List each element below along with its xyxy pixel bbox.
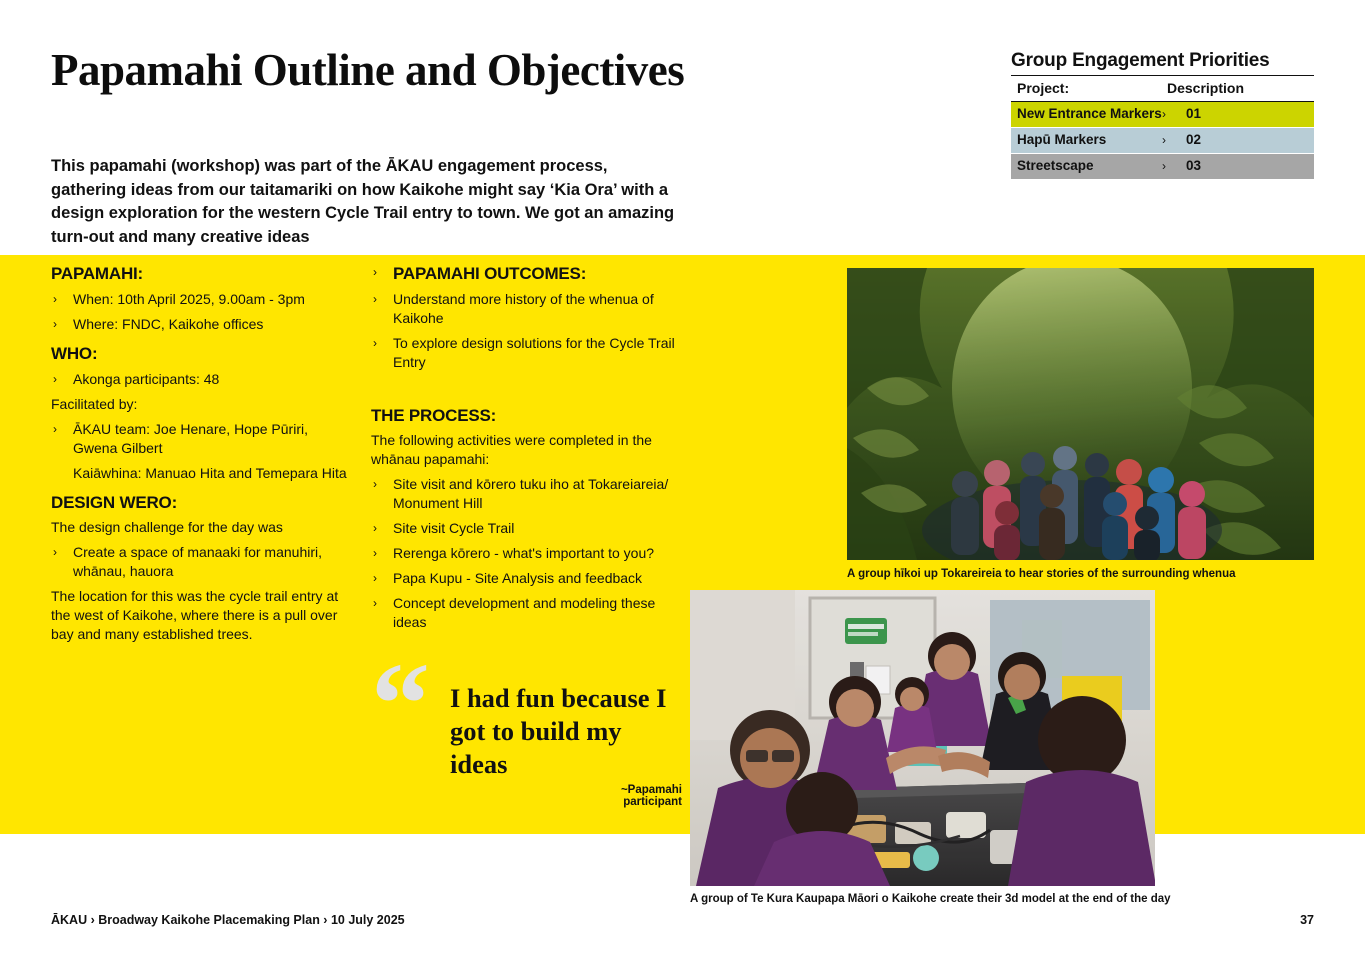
heading-papamahi-outcomes-wrap [371,264,681,284]
footer-page-number: 37 [1300,913,1314,927]
list-item [51,543,351,581]
heading-who: WHO: [51,344,98,363]
list-item [51,315,351,334]
priority-description: 01 [1186,106,1202,121]
process-intro: The following activities were completed in the whānau papamahi: [371,432,652,467]
list-item-label: When: 10th April 2025, 9.00am - 3pm [73,291,305,307]
list-item-label: ĀKAU team: Joe Henare, Hope Pūriri, Gwena Gilbert [73,421,308,456]
priority-project-name: New Entrance Markers [1017,106,1162,121]
priority-description: 02 [1186,132,1202,147]
footer-breadcrumb: ĀKAU › Broadway Kaikohe Placemaking Plan › 10 July 2025 [51,913,405,927]
chevron-icon: › [373,336,377,350]
process-list [371,475,681,632]
hikoi-photo-art [847,268,1314,560]
priorities-rows [1011,102,1314,180]
heading-papamahi: PAPAMAHI: [51,264,144,283]
chevron-icon: › [53,317,57,331]
quote-mark-icon: “ [371,638,430,769]
chevron-icon: › [53,372,57,386]
group-engagement-priorities-table [1011,50,1314,180]
list-item [51,290,351,309]
chevron-icon: › [373,571,377,585]
chevron-icon: › [53,292,57,306]
list-item [51,370,351,389]
list-item-label: Site visit Cycle Trail [393,520,515,536]
chevron-icon: › [373,546,377,560]
list-item [371,519,681,538]
list-item [371,290,681,328]
column-middle [371,264,681,638]
facilitated-list [51,420,351,458]
priorities-title: Group Engagement Priorities [1011,50,1314,76]
column-left [51,264,351,648]
kaiawhina-line: Kaiāwhina: Manuao Hita and Temepara Hita [73,465,347,481]
list-item [371,544,681,563]
priorities-row [1011,154,1314,180]
chevron-icon: › [1162,107,1166,121]
design-wero-intro: The design challenge for the day was [51,519,283,535]
chevron-icon: › [373,521,377,535]
chevron-icon: › [373,292,377,306]
quote-text: I had fun because I got to build my ideas [450,683,667,779]
list-item-label: Site visit and kōrero tuku iho at Tokareiareia/ Monument Hill [393,476,669,511]
priority-project-name: Hapū Markers [1017,132,1107,147]
priorities-row [1011,102,1314,128]
hikoi-photo-caption: A group hīkoi up Tokareireia to hear stories of the surrounding whenua [847,568,1236,580]
chevron-icon: › [53,422,57,436]
priority-project-name: Streetscape [1017,158,1094,173]
chevron-icon: › [53,545,57,559]
list-item-label: Concept development and modeling these ideas [393,595,656,630]
priorities-row [1011,128,1314,154]
priorities-header-row [1011,76,1314,102]
list-item [371,334,681,372]
papamahi-list [51,290,351,334]
quote-attribution: ~Papamahi participant [620,784,682,808]
list-item-label: Akonga participants: 48 [73,371,220,387]
chevron-icon: › [1162,133,1166,147]
design-wero-list [51,543,351,581]
page-title: Papamahi Outline and Objectives [51,45,685,95]
intro-paragraph: This papamahi (workshop) was part of the ĀKAU engagement process, gathering ideas from our taitamariki on how Kaikohe might say ‘Kia Ora’ with a design exploration for the western Cycle Trail entry to town. We got an amazing turn-out and many creative ideas [51,157,675,246]
list-item-label: Create a space of manaaki for manuhiri, whānau, hauora [73,544,323,579]
column-header-description: Description [1167,80,1245,96]
list-item [51,420,351,458]
heading-papamahi-outcomes: PAPAMAHI OUTCOMES: [393,264,587,283]
outcomes-list [371,290,681,372]
heading-the-process: THE PROCESS: [371,406,497,425]
facilitated-by-label: Facilitated by: [51,396,138,412]
who-list [51,370,351,389]
hikoi-photo [847,268,1314,560]
chevron-icon: › [1162,159,1166,173]
list-item [371,569,681,588]
list-item-label: To explore design solutions for the Cycle Trail Entry [393,335,675,370]
chevron-icon: › [373,596,377,610]
chevron-icon: › [373,477,377,491]
list-item-label: Papa Kupu - Site Analysis and feedback [393,570,643,586]
model-making-photo-art [690,590,1155,886]
list-item-label: Understand more history of the whenua of Kaikohe [393,291,654,326]
model-making-photo-caption: A group of Te Kura Kaupapa Māori o Kaikohe create their 3d model at the end of the day [690,893,1171,905]
design-wero-outro: The location for this was the cycle trail entry at the west of Kaikohe, where there is a pull over bay and many established trees. [51,588,339,642]
priority-description: 03 [1186,158,1202,173]
heading-design-wero: DESIGN WERO: [51,493,178,512]
spacer [371,378,681,406]
chevron-icon: › [373,265,377,279]
model-making-photo [690,590,1155,886]
list-item [371,594,681,632]
list-item-label: Rerenga kōrero - what's important to you? [393,545,655,561]
column-header-project: Project: [1017,80,1070,96]
list-item-label: Where: FNDC, Kaikohe offices [73,316,264,332]
list-item [371,475,681,513]
